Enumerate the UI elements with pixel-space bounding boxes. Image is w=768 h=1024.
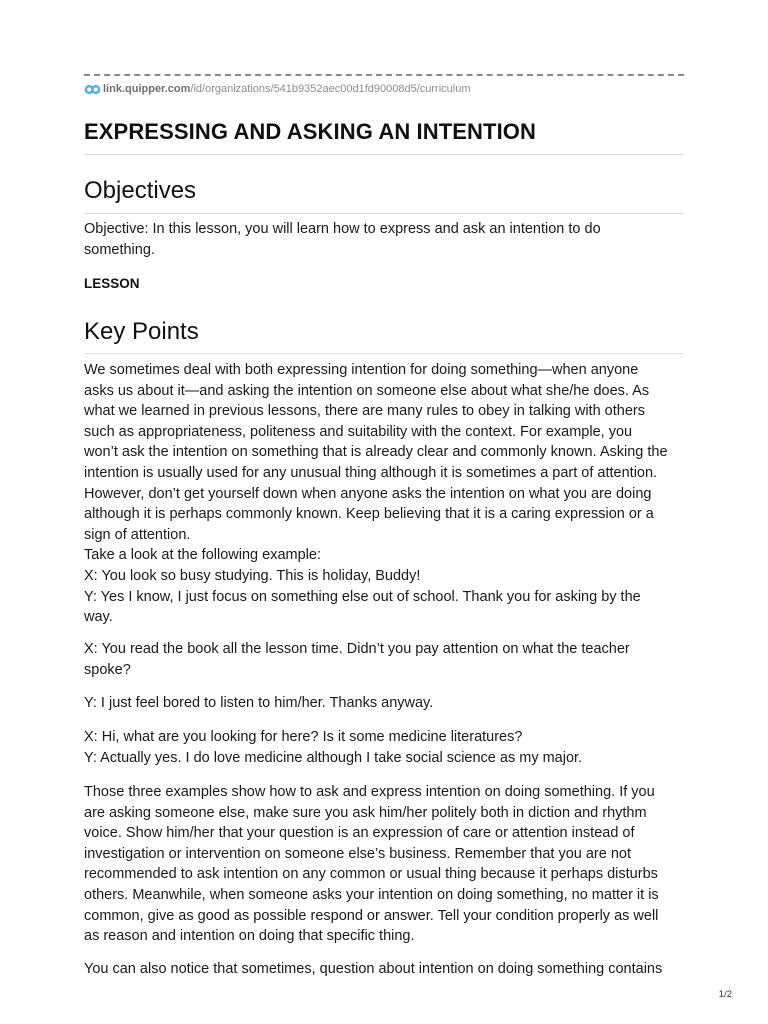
text-line: Objective: In this lesson, you will learn how to express and ask an intention to do bbox=[84, 221, 601, 237]
text-line: way. bbox=[84, 609, 113, 626]
text-line: although it is perhaps commonly known. Keep believing that it is a caring expression or a bbox=[84, 506, 654, 523]
text-line: are asking someone else, make sure you ask him/her politely both in diction and rhythm bbox=[84, 804, 647, 821]
text-line: what we learned in previous lessons, there are many rules to obey in talking with others bbox=[84, 403, 645, 420]
title-divider bbox=[84, 154, 684, 155]
key-points-paragraph-2 bbox=[84, 639, 684, 680]
text-line: We sometimes deal with both expressing intention for doing something—when anyone bbox=[84, 362, 639, 378]
text-line: won’t ask the intention on something that is already clear and commonly known. Asking the bbox=[84, 444, 668, 461]
key-points-paragraph-4 bbox=[84, 727, 684, 768]
key-points-divider bbox=[84, 353, 684, 354]
text-line: sign of attention. bbox=[84, 526, 191, 543]
header-dashed-divider bbox=[84, 74, 684, 76]
text-line: others. Meanwhile, when someone asks your intention on doing something, no matter it is bbox=[84, 886, 659, 903]
text-line: X: You read the book all the lesson time. Didn’t you pay attention on what the teacher bbox=[84, 641, 630, 657]
page-title: EXPRESSING AND ASKING AN INTENTION bbox=[84, 119, 536, 144]
url-path[interactable]: /id/organizations/541b9352aec00d1fd90008d5/curriculum bbox=[190, 83, 471, 95]
text-line: common, give as good as possible respond or answer. Tell your condition properly as well bbox=[84, 907, 659, 924]
text-line: Y: Actually yes. I do love medicine although I take social science as my major. bbox=[84, 749, 583, 766]
objectives-divider bbox=[84, 213, 684, 214]
url-domain[interactable]: link.quipper.com bbox=[103, 83, 191, 95]
key-points-paragraph-3 bbox=[84, 693, 684, 714]
text-line: X: You look so busy studying. This is holiday, Buddy! bbox=[84, 567, 421, 584]
text-line: intention is usually used for any unusual thing although it is sometimes a part of attention. bbox=[84, 464, 658, 481]
text-line: recommended to ask intention on any common or usual thing because it perhaps disturbs bbox=[84, 866, 658, 883]
source-url[interactable] bbox=[84, 81, 471, 97]
text-line: You can also notice that sometimes, question about intention on doing something contains bbox=[84, 961, 663, 977]
text-line: asks us about it—and asking the intention on someone else about what she/he does. As bbox=[84, 382, 650, 399]
text-line: Y: Yes I know, I just focus on something else out of school. Thank you for asking by the bbox=[84, 588, 641, 605]
text-line: something. bbox=[84, 241, 155, 258]
text-line: X: Hi, what are you looking for here? Is it some medicine literatures? bbox=[84, 729, 523, 745]
text-line: such as appropriateness, politeness and suitability with the context. For example, you bbox=[84, 423, 633, 440]
text-line: Those three examples show how to ask and express intention on doing something. If you bbox=[84, 784, 655, 800]
text-line: Y: I just feel bored to listen to him/her. Thanks anyway. bbox=[84, 695, 434, 711]
lesson-label: LESSON bbox=[84, 276, 140, 291]
key-points-paragraph-5 bbox=[84, 782, 684, 947]
text-line: Take a look at the following example: bbox=[84, 547, 321, 564]
text-line: as reason and intention on doing that specific thing. bbox=[84, 928, 415, 945]
chain-link-icon bbox=[84, 83, 101, 96]
page-number: 1/2 bbox=[718, 989, 732, 1000]
objectives-heading: Objectives bbox=[84, 177, 197, 204]
objectives-paragraph bbox=[84, 219, 684, 260]
key-points-paragraph-6 bbox=[84, 959, 684, 980]
text-line: investigation or intervention on someone else’s business. Remember that you are not bbox=[84, 845, 632, 862]
text-line: voice. Show him/her that your question is an expression of care or attention instead of bbox=[84, 825, 635, 842]
key-points-paragraph-1 bbox=[84, 360, 684, 628]
key-points-heading: Key Points bbox=[84, 318, 199, 345]
text-line: However, don’t get yourself down when anyone asks the intention on what you are doing bbox=[84, 485, 652, 502]
text-line: spoke? bbox=[84, 661, 131, 678]
